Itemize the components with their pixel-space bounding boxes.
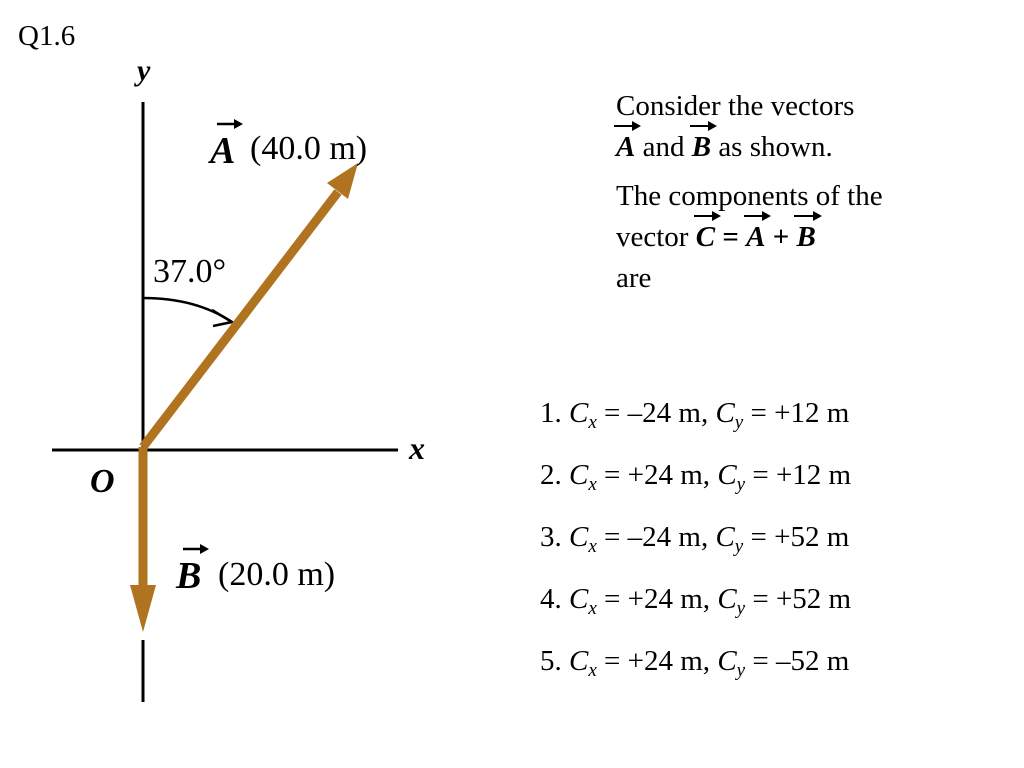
prompt-paragraph-2: [616, 176, 946, 299]
vector-arrow-icon: [744, 211, 771, 221]
prompt-paragraph-1: [616, 86, 946, 168]
answer-option-2[interactable]: 2. $C_x = +24$ m, $C_y = +12$ m: [540, 459, 852, 495]
prompt-and: and: [642, 131, 685, 163]
vector-a-symbol: A: [210, 130, 236, 172]
vector-arrow-icon: [690, 121, 717, 131]
prompt-are: are: [616, 262, 652, 294]
vector-arrow-icon: [694, 211, 721, 221]
prompt-plus: +: [772, 221, 790, 253]
prompt-vector-b2: B: [796, 217, 815, 258]
prompt-equals: =: [722, 221, 739, 253]
prompt-line1: Consider the vectors: [616, 90, 855, 122]
origin-label: O: [90, 463, 115, 500]
answer-option-3[interactable]: 3. $C_x = -24$ m, $C_y = +52$ m: [540, 521, 850, 557]
vector-b-symbol: B: [176, 555, 202, 597]
question-prompt: [616, 86, 946, 307]
x-axis-label: x: [409, 430, 425, 466]
angle-arc-arrowhead-icon: [212, 310, 232, 326]
answer-option-4[interactable]: 4. $C_x = +24$ m, $C_y = +52$ m: [540, 583, 852, 619]
vector-a-shaft: [143, 192, 338, 447]
vector-b-magnitude: (20.0 m): [218, 556, 336, 593]
prompt-para2-text: The components of the vector: [616, 180, 883, 253]
answer-options: [540, 393, 851, 703]
vector-b-arrow-icon: [183, 544, 209, 554]
prompt-line2: as shown.: [718, 131, 833, 163]
prompt-vector-a2: A: [746, 217, 765, 258]
angle-label: 37.0°: [153, 253, 227, 290]
angle-arc: [143, 298, 232, 322]
prompt-vector-a: A: [616, 127, 635, 168]
answer-option-1[interactable]: 1. $C_x = -24$ m, $C_y = +12$ m: [540, 397, 850, 433]
vector-a-arrow-icon: [217, 119, 243, 129]
vector-a-magnitude: (40.0 m): [250, 130, 368, 167]
vector-arrow-icon: [614, 121, 641, 131]
y-axis-label: y: [137, 54, 151, 87]
vector-arrow-icon: [794, 211, 821, 221]
vector-b-arrowhead-icon: [130, 585, 156, 632]
prompt-vector-b: B: [692, 127, 711, 168]
prompt-vector-c: C: [696, 217, 715, 258]
question-number: Q1.6: [18, 20, 76, 52]
answer-option-5[interactable]: 5. $C_x = +24$ m, $C_y = -52$ m: [540, 645, 850, 681]
